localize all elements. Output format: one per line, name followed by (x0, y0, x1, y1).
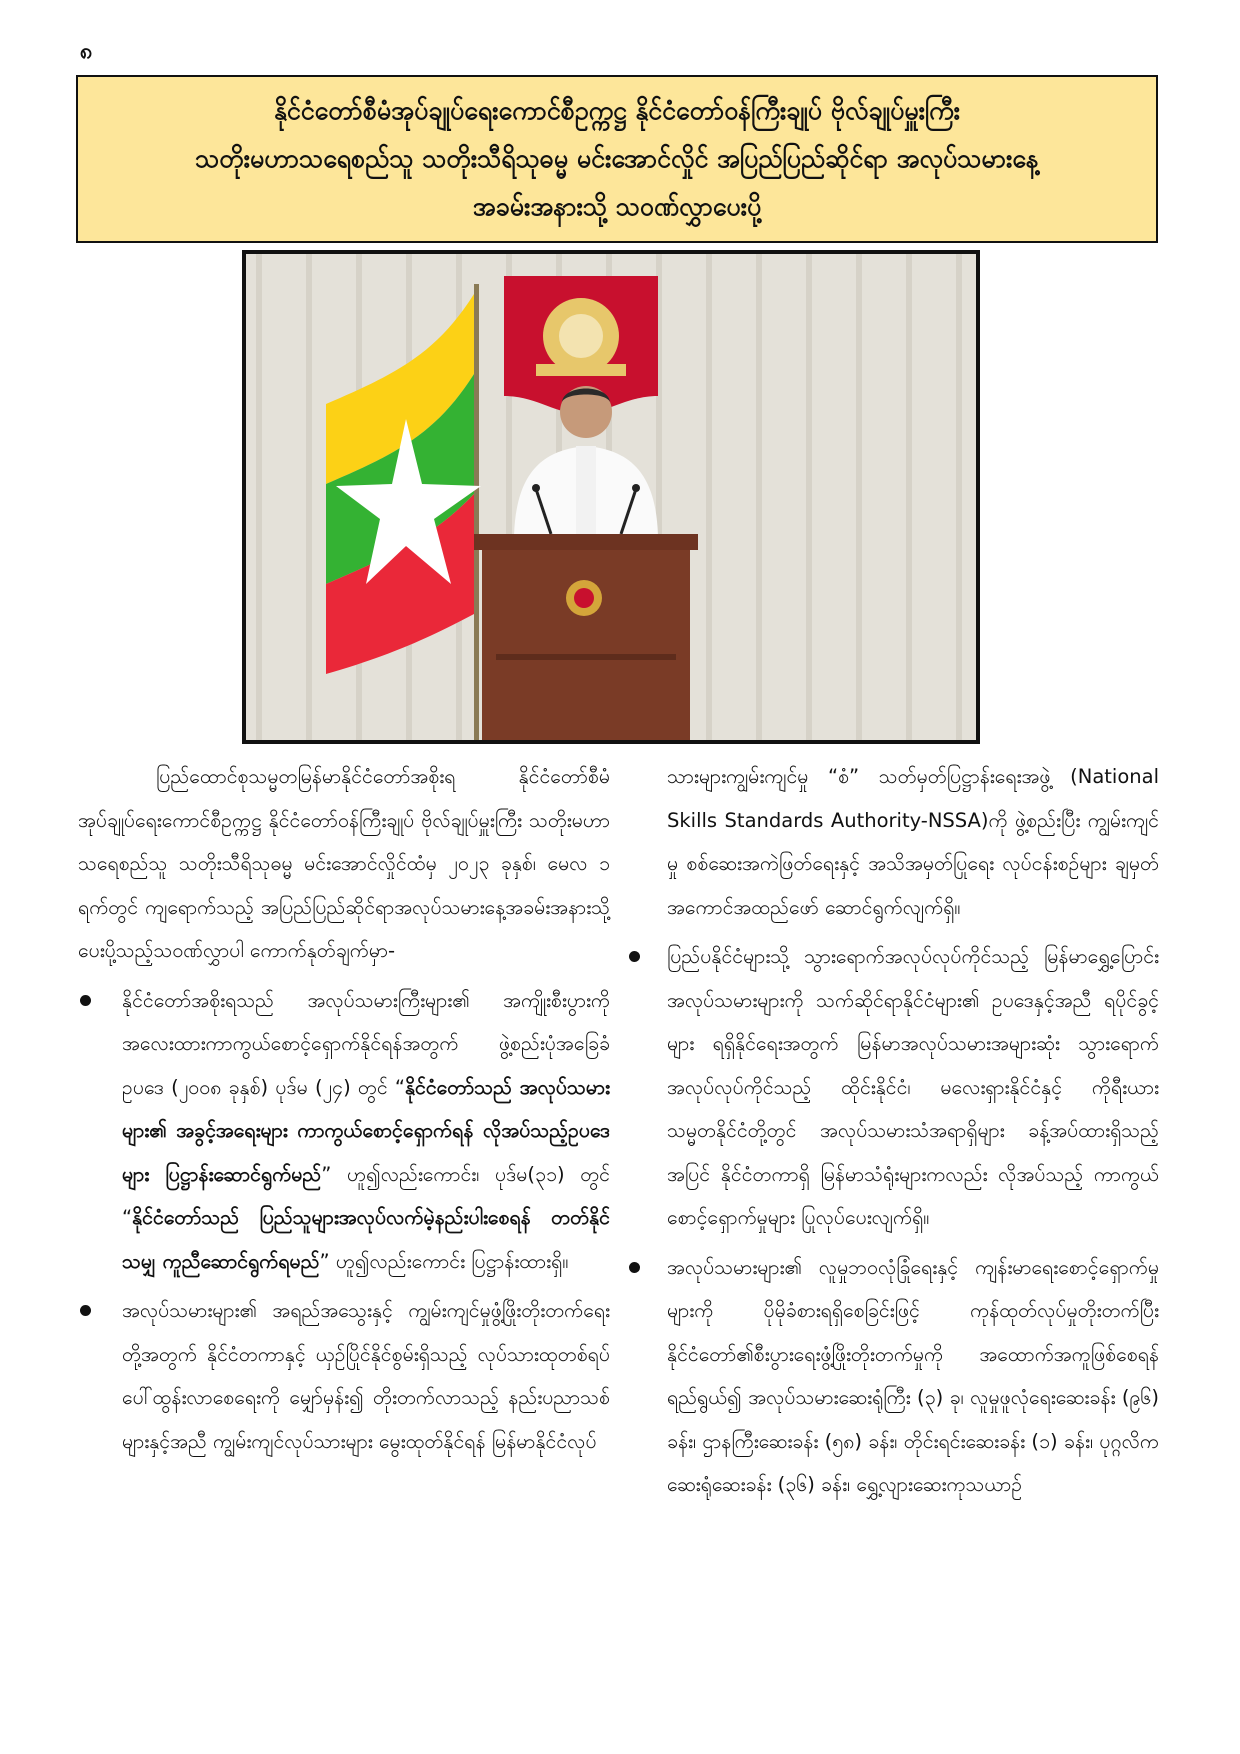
left-column (78, 755, 610, 1463)
headline-line-3: အခမ်းအနားသို့ သဝဏ်လွှာပေးပို့ (472, 192, 762, 221)
flag-pole (474, 284, 479, 740)
bullet1-text-a: နိုင်ငံတော်အစိုးရသည် အလုပ်သမားကြီးများ၏ အကျိုးစီးပွားကို အလေးထားကာကွယ်စောင့်ရှောက်နိုင်ရန်အတွက် ဖွဲ့စည်းပုံအခြေခံဥပဒေ (၂၀၀၈ ခုနှစ်) ပုဒ်မ (၂၄) တွင် “ (122, 988, 610, 1099)
right-column (667, 755, 1159, 1507)
bullet1-text-c: ” ဟူ၍လည်းကောင်း၊ ပုဒ်မ(၃၁) တွင် “ (122, 1162, 610, 1229)
continuation-paragraph: သားများကျွမ်းကျင်မှု “စံ” သတ်မှတ်ပြဋ္ဌာန်းရေးအဖွဲ့ (National Skills Standards Authority-NSSA)ကို ဖွဲ့စည်းပြီး ကျွမ်းကျင်မှု စစ်ဆေးအကဲဖြတ်ရေးနှင့် အသိအမှတ်ပြုရေး လုပ်ငန်းစဉ်များ ချမှတ်အကောင်အထည်ဖော် ဆောင်ရွက်လျက်ရှိ။ (667, 765, 1159, 919)
headline-line-1: နိုင်ငံတော်စီမံအုပ်ချုပ်ရေးကောင်စီဥက္ကဋ္ဌ နိုင်ငံတော်ဝန်ကြီးချုပ် ဗိုလ်ချုပ်မှူးကြီး (273, 96, 960, 125)
headline-line-2: သတိုးမဟာသရေစည်သူ သတိုးသီရိသုဓမ္မ မင်းအောင်လှိုင် အပြည်ပြည်ဆိုင်ရာ အလုပ်သမားနေ့ (195, 144, 1039, 173)
speaker-photo (242, 250, 980, 744)
intro-paragraph: ပြည်ထောင်စုသမ္မတမြန်မာနိုင်ငံတော်အစိုးရ နိုင်ငံတော်စီမံအုပ်ချုပ်ရေးကောင်စီဥက္ကဋ္ဌ နိုင်ငံတော်ဝန်ကြီးချုပ် ဗိုလ်ချုပ်မှူးကြီး သတိုးမဟာသရေစည်သူ သတိုးသီရိသုဓမ္မ မင်းအောင်လှိုင်ထံမှ ၂၀၂၃ ခုနှစ်၊ မေလ ၁ ရက်တွင် ကျရောက်သည့် အပြည်ပြည်ဆိုင်ရာအလုပ်သမားနေ့အခမ်းအနားသို့ ပေးပို့သည့်သဝဏ်လွှာပါ ကောက်နုတ်ချက်မှာ- (78, 765, 610, 962)
podium (474, 534, 698, 740)
bullet-migrant-workers: ပြည်ပနိုင်ငံများသို့ သွားရောက်အလုပ်လုပ်ကိုင်သည့် မြန်မာရွှေ့ပြောင်းအလုပ်သမားများကို သက်ဆိုင်ရာနိုင်ငံများ၏ ဥပဒေနှင့်အညီ ရပိုင်ခွင့်များ ရရှိနိုင်ရေးအတွက် မြန်မာအလုပ်သမားအများဆုံး သွားရောက်အလုပ်လုပ်ကိုင်သည့် ထိုင်းနိုင်ငံ၊ မလေးရှားနိုင်ငံနှင့် ကိုရီးယားသမ္မတနိုင်ငံတို့တွင် အလုပ်သမားသံအရာရှိများ ခန့်အပ်ထားရှိသည့်အပြင် နိုင်ငံတကာရှိ မြန်မာသံရုံးများကလည်း လိုအပ်သည့် ကာကွယ်စောင့်ရှောက်မှုများ ပြုလုပ်ပေးလျက်ရှိ။ (667, 935, 1159, 1240)
bullet1-quote-2: နိုင်ငံတော်သည် ပြည်သူများအလုပ်လက်မဲ့နည်းပါးစေရန် တတ်နိုင်သမျှ ကူညီဆောင်ရွက်ရမည် (122, 1206, 610, 1273)
bullet-skills: အလုပ်သမားများ၏ အရည်အသွေးနှင့် ကျွမ်းကျင်မှုဖွံ့ဖြိုးတိုးတက်ရေးတို့အတွက် နိုင်ငံတကာနှင့် ယှဉ်ပြိုင်နိုင်စွမ်းရှိသည့် လုပ်သားထုတစ်ရပ် ပေါ်ထွန်းလာစေရေးကို မျှော်မှန်း၍ တိုးတက်လာသည့် နည်းပညာသစ်များနှင့်အညီ ကျွမ်းကျင်လုပ်သားများ မွေးထုတ်နိုင်ရန် မြန်မာနိုင်ငံလုပ် (108, 1289, 610, 1463)
headline-box (76, 75, 1158, 243)
page-number: ၈ (80, 39, 93, 64)
bullet1-quote-1: နိုင်ငံတော်သည် အလုပ်သမားများ၏ အခွင့်အရေးများ ကာကွယ်စောင့်ရှောက်ရန် လိုအပ်သည့်ဥပဒေများ ပြဋ္ဌာန်းဆောင်ရွက်မည် (122, 1075, 610, 1186)
speaker-at-podium-photo (246, 254, 976, 740)
bullet1-text-e: ” ဟူ၍လည်းကောင်း ပြဋ္ဌာန်းထားရှိ။ (319, 1249, 569, 1273)
bullet-constitution (108, 979, 610, 1284)
bullet-social-security: အလုပ်သမားများ၏ လူမှုဘဝလုံခြုံရေးနှင့် ကျန်းမာရေးစောင့်ရှောက်မှုများကို ပိုမိုခံစားရရှိစေခြင်းဖြင့် ကုန်ထုတ်လုပ်မှုတိုးတက်ပြီး နိုင်ငံတော်၏စီးပွားရေးဖွံ့ဖြိုးတိုးတက်မှုကို အထောက်အကူဖြစ်စေရန် ရည်ရွယ်၍ အလုပ်သမားဆေးရုံကြီး (၃) ခု၊ လူမှုဖူလုံရေးဆေးခန်း (၉၆) ခန်း၊ ဌာနကြီးဆေးခန်း (၅၈) ခန်း၊ တိုင်းရင်းဆေးခန်း (၁) ခန်း၊ ပုဂ္ဂလိကဆေးရုံဆေးခန်း (၃၆) ခန်း၊ ရွှေ့လျားဆေးကုသယာဉ် (667, 1246, 1159, 1507)
